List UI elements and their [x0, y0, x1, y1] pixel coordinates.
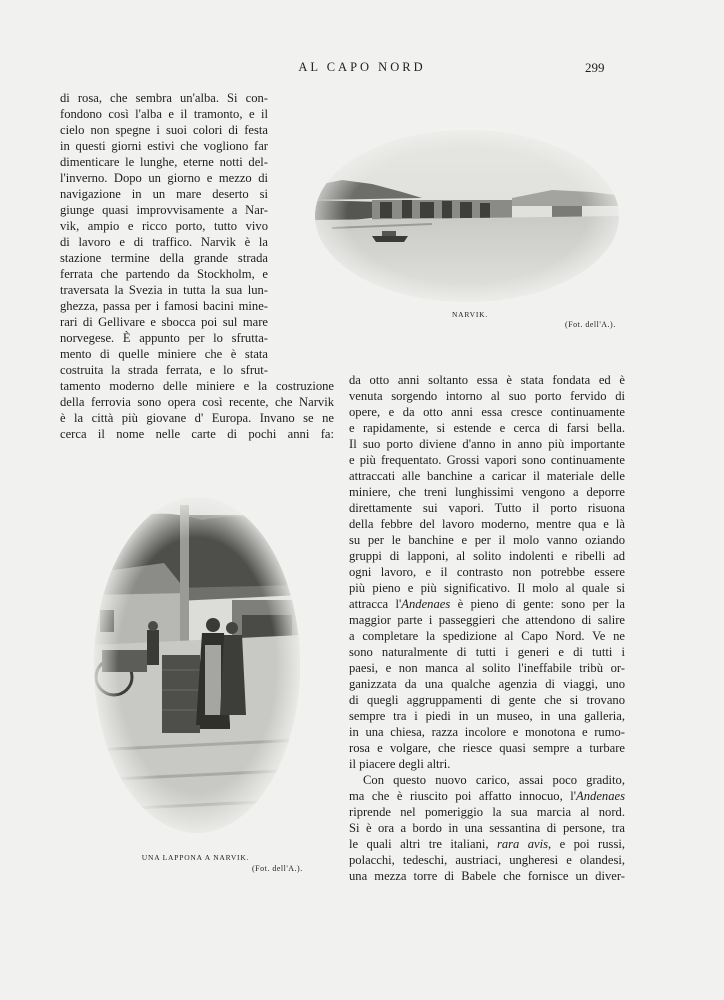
text-line: opere, e da otto anni essa cresce continuamente [349, 405, 625, 419]
text-line: più pieno e più significativo. Il molo al quale si [349, 581, 625, 595]
right-column-text [349, 372, 625, 884]
text-line: sono naturalmente di tutti i generi e di tutti i [349, 645, 625, 659]
text-line: fondono così l'alba e il tramonto, e il [60, 107, 268, 121]
text-line: in una chiesa, razza incolore e monotona e rumo- [349, 725, 625, 739]
text-line: della ferrovia sono opera così recente, che Narvik [60, 395, 334, 409]
text-line: costruita la strada ferrata, e lo sfrut- [60, 363, 268, 377]
text-line: rari di Gellivare e sbocca poi sul mare [60, 315, 268, 329]
text-line: attraccati alle banchine a caricar il materiale delle [349, 469, 625, 483]
text-line: giunge quasi improvvisamente a Nar- [60, 203, 268, 217]
narvik-caption: NARVIK. [451, 310, 489, 319]
text-line: cerca il nome nelle carte di pochi anni fa: [60, 427, 334, 441]
text-line: polacchi, tedeschi, austriaci, ungheresi e olandesi, [349, 853, 625, 867]
text-line: venuta sorgendo intorno al suo porto fervido di [349, 389, 625, 403]
running-title: AL CAPO NORD [298, 60, 426, 74]
text-line: stazione termine della grande strada [60, 251, 268, 265]
narvik-harbour-photo [312, 128, 622, 303]
text-line: paesi, e non manca al solito l'ineffabile tribù or- [349, 661, 625, 675]
text-line: ma che è riuscito poi affatto innocuo, l'Andenaes [349, 789, 625, 803]
text-line: l'inverno. Dopo un giorno e mezzo di [60, 171, 268, 185]
latin-phrase: rara avis [496, 837, 549, 851]
text-line: attracca l'Andenaes è pieno di gente: sono per la [349, 597, 626, 611]
text-line: le quali altri tre italiani, rara avis, e poi russi, [349, 837, 625, 851]
text-line: traversata la Svezia in tutta la sua lun- [60, 283, 268, 297]
text-line: da otto anni soltanto essa è stata fondata ed è [349, 373, 625, 387]
text-line: ferrata che partendo da Stockholm, e [60, 267, 268, 281]
text-line: Con questo nuovo carico, assai poco gradito, [363, 773, 625, 787]
lappona-photo-credit: (Fot. dell'A.). [252, 864, 303, 873]
text-line: una mezza torre di Babele che fornisce un diver- [349, 869, 625, 883]
text-line: rosa e volgare, che riesce quasi sempre a turbare [349, 741, 625, 755]
text-line: ogni lavoro, e il contrasto non potrebbe essere [349, 565, 625, 579]
ship-name: Andenaes [576, 789, 625, 803]
text-line: mento di quelle miniere che è stata [60, 347, 268, 361]
text-line: di lavoro e di traffico. Narvik è la [60, 235, 268, 249]
text-line: gruppi di lapponi, al solito indolenti e ribelli ad [349, 549, 625, 563]
text-line: della febbre del lavoro moderno, mentre qua e là [349, 517, 625, 531]
text-line: riprende nel pomeriggio la sua marcia al nord. [349, 805, 625, 819]
text-line: a completare la spedizione al Capo Nord. Ve ne [349, 629, 625, 643]
left-column-text [60, 90, 268, 378]
text-line: Il suo porto diviene d'anno in anno più importante [349, 437, 625, 451]
text-line: tamento moderno delle miniere e la costruzione [60, 379, 334, 393]
text-line: ganizzata da una qualche agenzia di viaggi, uno [349, 677, 625, 691]
text-line: maggior parte i passeggieri che attendono di salire [349, 613, 625, 627]
text-line: di rosa, che sembra un'alba. Si con- [60, 91, 268, 105]
text-line: e più frequentato. Grossi vapori sono continuamente [349, 453, 625, 467]
text-line: norvegese. È appunto per lo sfrutta- [60, 331, 268, 345]
text-line: Si è ora a bordo in una sessantina di persone, tra [349, 821, 625, 835]
text-line: cielo non spegne i suoi colori di festa [60, 123, 268, 137]
text-line: ghezza, passa per i famosi bacini mine- [60, 299, 268, 313]
lapp-woman-photo [92, 495, 302, 835]
text-line: sempre tra i piedi in un museo, in una galleria, [349, 709, 625, 723]
text-line: di quegli aggruppamenti di gente che si trovano [349, 693, 625, 707]
text-line: navigazione in un mare deserto si [60, 187, 268, 201]
narvik-photo-credit: (Fot. dell'A.). [565, 320, 616, 329]
ship-name: Andenaes [401, 597, 451, 611]
page-number: 299 [585, 60, 605, 75]
text-line: è la città più giovane d' Europa. Invano se ne [60, 411, 334, 425]
lappona-caption: UNA LAPPONA A NARVIK. [141, 853, 250, 862]
text-line: direttamente sui vapori. Tutto il porto risuona [349, 501, 625, 515]
wide-text-block [60, 378, 334, 442]
text-line: in questi giorni estivi che vogliono far [60, 139, 268, 153]
text-line: su per le banchine e per il molo vanno oziando [349, 533, 625, 547]
text-line: il piacere degli altri. [349, 757, 451, 771]
text-line: dimenticare le lunghe, eterne notti del- [60, 155, 268, 169]
text-line: vik, ampio e ricco porto, tutto vivo [60, 219, 268, 233]
text-line: miniere, che treni lunghissimi vengono a deporre [349, 485, 625, 499]
text-line: e rapidamente, si estende e cerca di farsi bella. [349, 421, 625, 435]
